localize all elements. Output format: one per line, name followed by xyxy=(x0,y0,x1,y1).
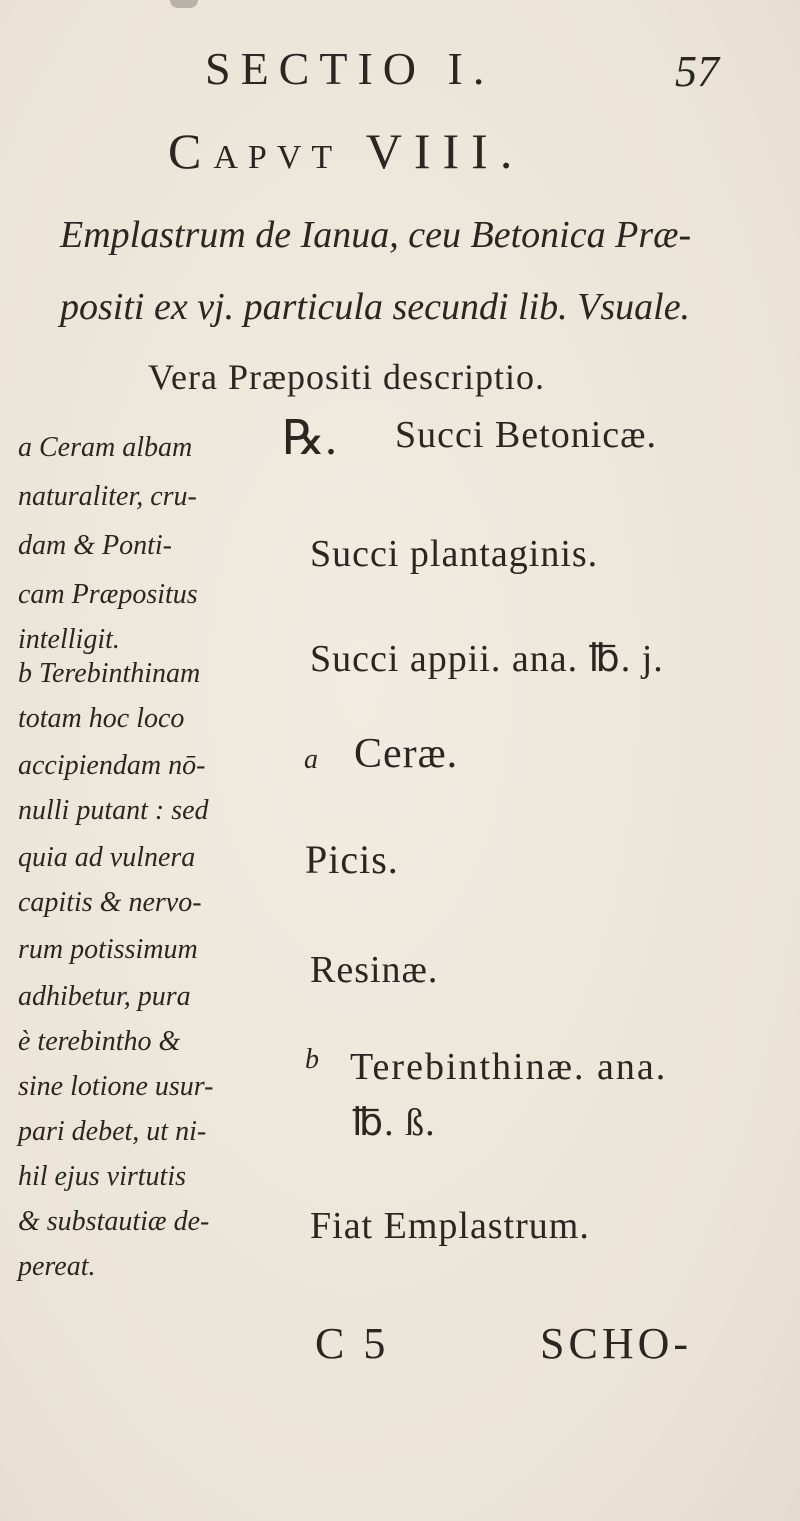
recipe-line: Ceræ. xyxy=(354,731,459,777)
margin-note-line: naturaliter, cru- xyxy=(18,481,197,512)
margin-note-line: quia ad vulnera xyxy=(18,842,196,873)
margin-note-line: a Ceram albam xyxy=(18,432,193,463)
margin-note-line: cam Præpositus xyxy=(18,579,198,610)
recipe-line: Terebinthinæ. ana. xyxy=(350,1046,668,1088)
subtitle-line-1: Emplastrum de Ianua, ceu Betonica Præ- xyxy=(60,214,692,256)
recipe-line: Resinæ. xyxy=(310,949,439,991)
margin-note-line: nulli putant : sed xyxy=(18,795,209,826)
catchword: SCHO- xyxy=(540,1319,693,1368)
footnote-marker-b: b xyxy=(305,1044,319,1075)
margin-note-line: adhibetur, pura xyxy=(18,981,191,1012)
chapter-numeral: VIII. xyxy=(365,123,525,179)
chapter-prefix: C xyxy=(168,123,214,179)
recipe-line: Fiat Emplastrum. xyxy=(310,1205,590,1247)
margin-note-line: b Terebinthinam xyxy=(18,658,201,689)
recipe-line: Succi plantaginis. xyxy=(310,533,599,575)
margin-note-line: dam & Ponti- xyxy=(18,530,172,561)
footnote-marker-a: a xyxy=(304,744,318,775)
signature-mark: C 5 xyxy=(315,1319,390,1368)
chapter-title xyxy=(168,122,524,180)
running-head-section: SECTIO I. xyxy=(205,43,495,94)
margin-note-line: hil ejus virtutis xyxy=(18,1161,186,1192)
margin-note-line: totam hoc loco xyxy=(18,703,185,734)
margin-note-line: sine lotione usur- xyxy=(18,1071,214,1102)
chapter-word: APVT xyxy=(213,139,343,176)
subtitle-line-2: positi ex vj. particula secundi lib. Vsuale. xyxy=(60,286,691,328)
margin-note-line: rum potissimum xyxy=(18,934,198,965)
margin-note-line: capitis & nervo- xyxy=(18,887,202,918)
recipe-symbol: ℞. xyxy=(282,412,338,465)
page-edge-mark xyxy=(170,0,198,8)
margin-note-line: & substautiæ de- xyxy=(18,1206,210,1237)
recipe-line: ℔. ß. xyxy=(352,1102,436,1144)
recipe-line: Picis. xyxy=(305,837,399,882)
margin-note-line: intelligit. xyxy=(18,624,120,655)
margin-note-line: accipiendam nō- xyxy=(18,750,206,781)
margin-note-line: pereat. xyxy=(18,1251,96,1282)
recipe-line: Succi appii. ana. ℔. j. xyxy=(310,638,664,680)
page-number: 57 xyxy=(675,47,719,96)
recipe-line: Succi Betonicæ. xyxy=(395,414,657,456)
margin-note-line: è terebintho & xyxy=(18,1026,181,1057)
description-heading: Vera Præpositi descriptio. xyxy=(148,357,545,397)
margin-note-line: pari debet, ut ni- xyxy=(18,1116,207,1147)
